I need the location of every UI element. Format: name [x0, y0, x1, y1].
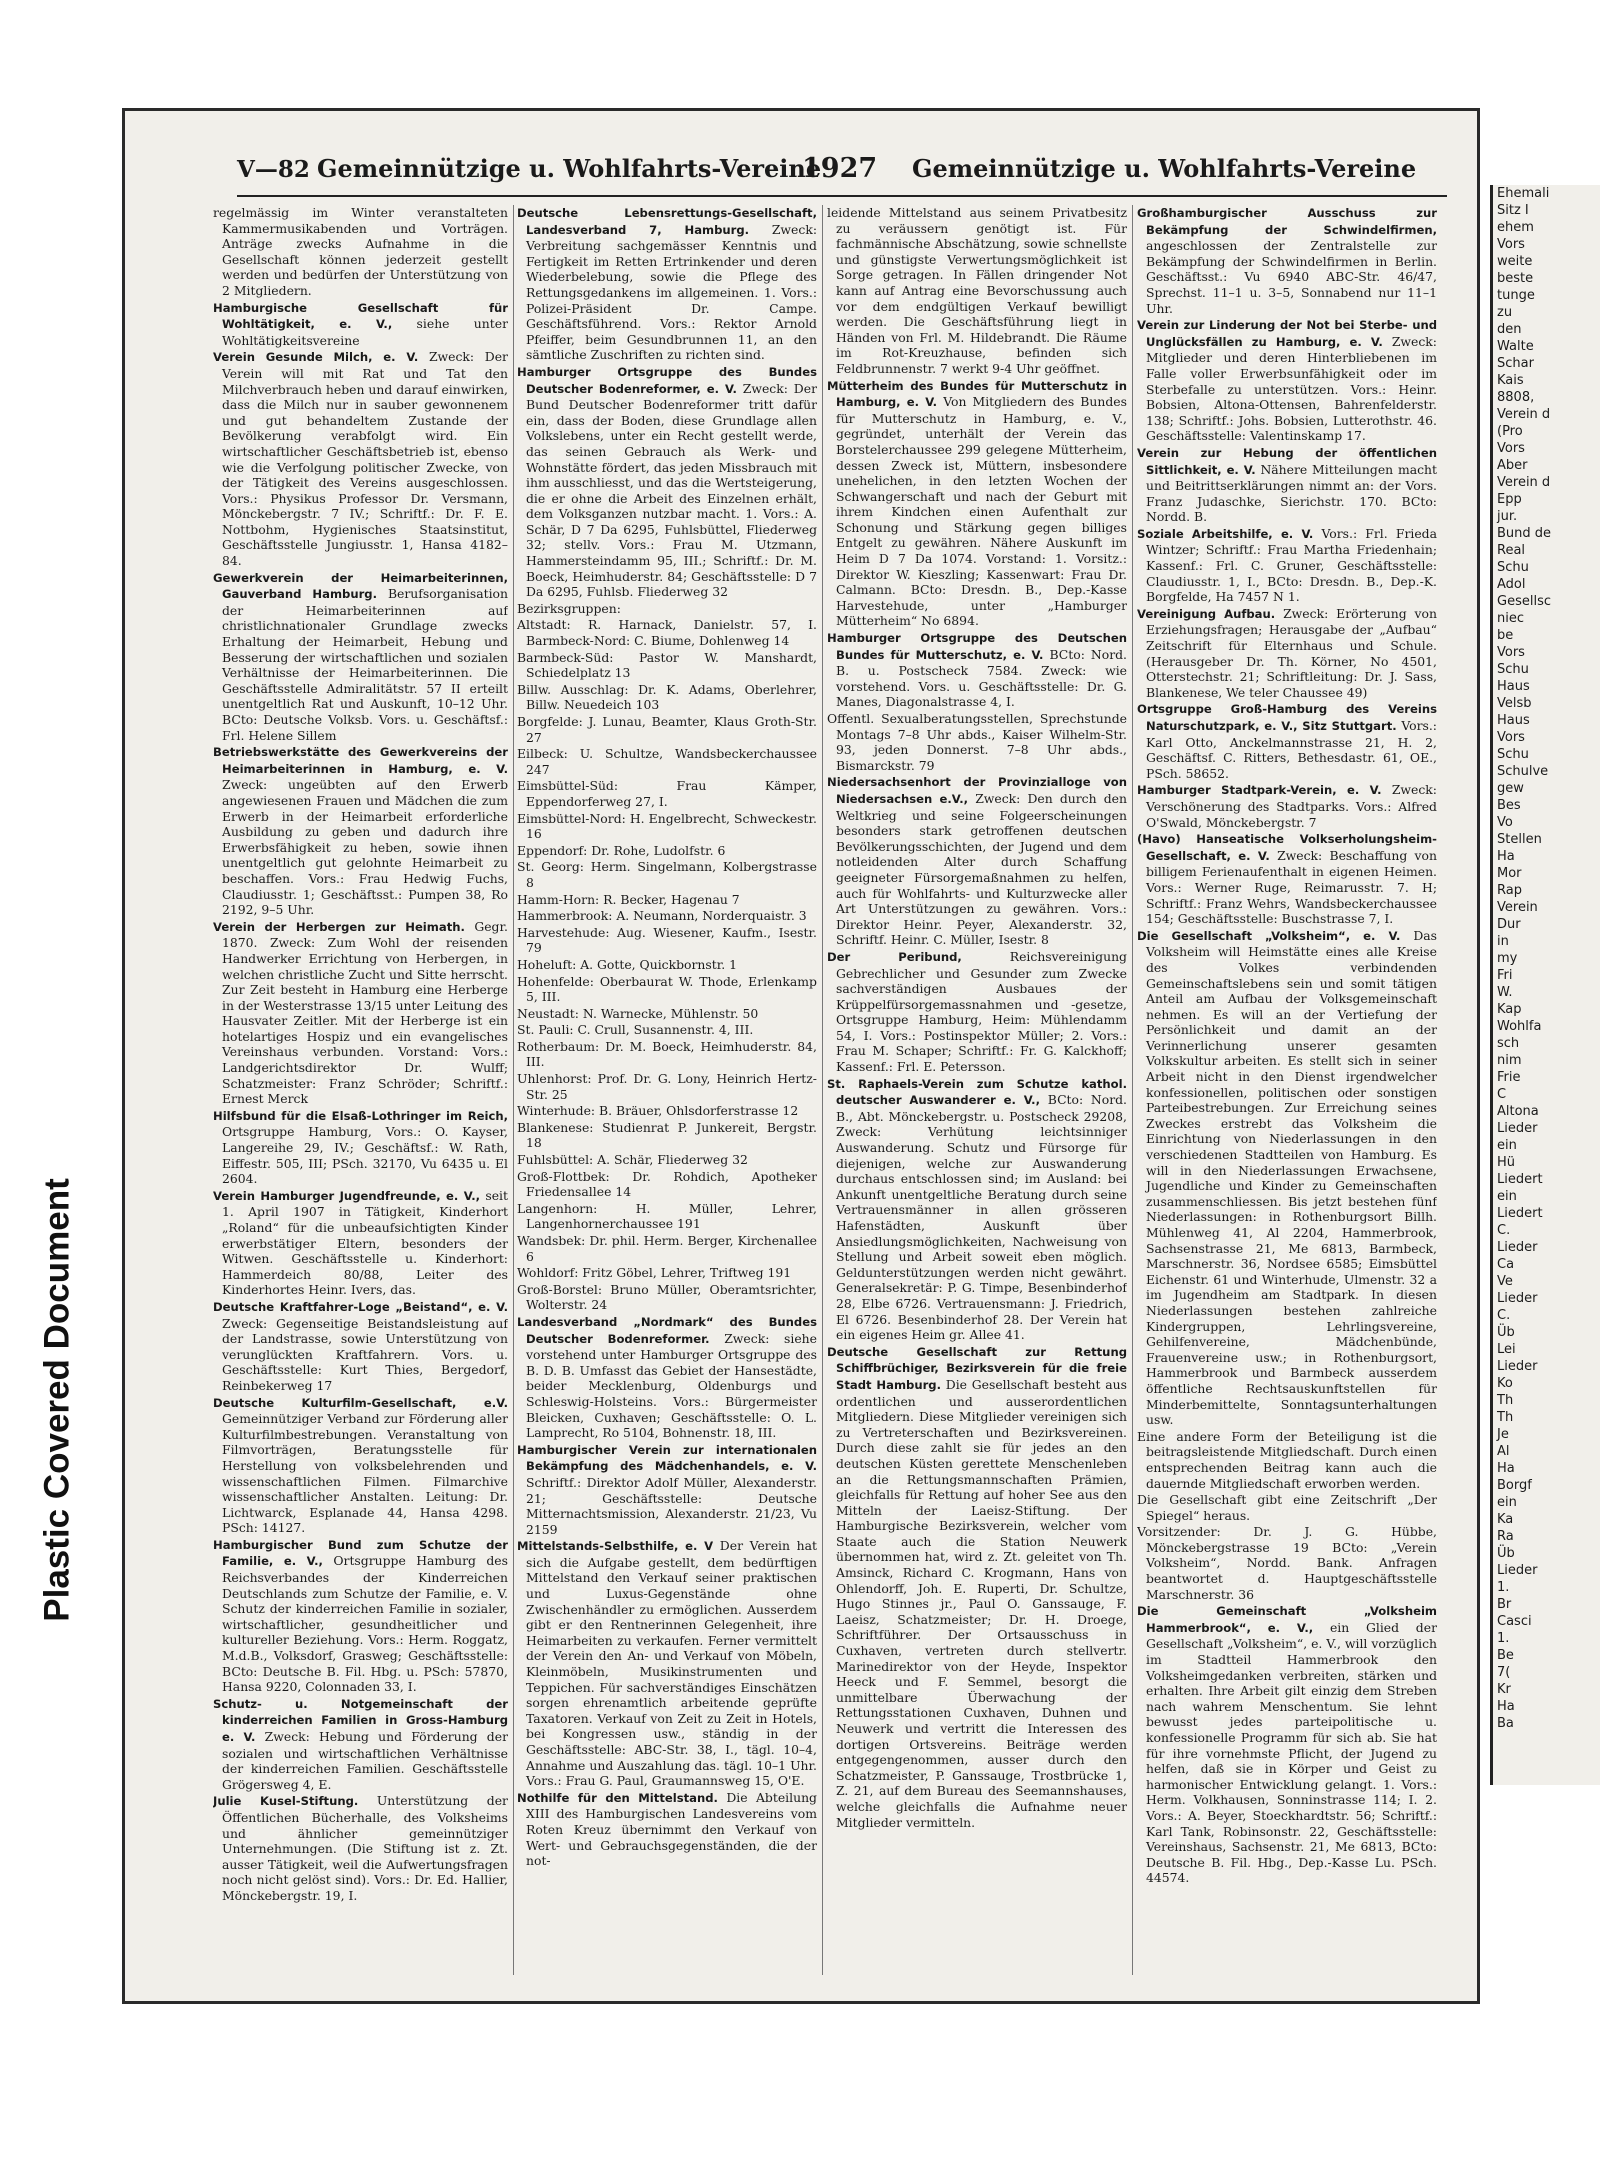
- entry-title: Nothilfe für den Mittelstand.: [517, 1790, 718, 1805]
- edge-fragment: Lieder: [1497, 1291, 1538, 1306]
- directory-entry: [1137, 205, 1437, 316]
- entry-title: Mittelstands-Selbsthilfe, e. V: [517, 1539, 714, 1554]
- edge-fragment: Vors: [1497, 441, 1525, 456]
- edge-fragment: Lieder: [1497, 1240, 1538, 1255]
- directory-entry: [517, 1282, 817, 1313]
- entry-title: Verein zur Linderung der Not bei Sterbe- und Unglücksfällen zu Hamburg, e. V.: [1137, 318, 1437, 349]
- entry-text: Zweck: Hebung und Förderung der sozialen und wirtschaftlichen Verhältnisse der kinderreichen Familien. Geschäftsstelle Grögersweg 4, E.: [222, 1729, 508, 1792]
- directory-entry: [517, 1169, 817, 1200]
- entry-text: Die Gesellschaft besteht aus ordentlichen und ausserordentlichen Mitgliedern. Diese Mitglieder vereinigen sich zu Vertreterschaften und Bezirksvereinen. Durch diese zahlt sie für jedes an den deutschen Küsten gerettete Menschenleben an die Rettungsmannschaften Prämien, gleichfalls für Rettung auf hoher See aus den Mitteln der Laeisz-Stiftung. Der Hamburgische Bezirksverein, welcher vom Staate auch die Station Neuwerk übernommen hat, wird z. Zt. geleitet von Th. Amsinck, Richard C. Krogmann, Hans von Ohlendorff, Joh. E. Ruperti, Dr. Schultze, Hugo Stinnes jr., Paul O. Ganssauge, F. Laeisz, Schatzmeister; Dr. H. Droege, Schriftführer. Der Ortsausschuss in Cuxhaven, vertreten durch stellvertr. Marinedirektor von der Heyde, Inspektor Heeck und F. Semmel, besorgt die unmittelbare Überwachung der Rettungsstationen Cuxhaven, Duhnen und Neuwerk und vertritt die Interessen des dortigen Ortsvereins. Beiträge werden entgegengenommen, ausser durch den Schatzmeister, P. Ganssauge, Trostbrücke 1, Z. 21, auf dem Bureau des Seemannshauses, welche gleichfalls die Aufnahme neuer Mitglieder vermitteln.: [836, 1376, 1127, 1830]
- entry-text: Eimsbüttel-Nord: H. Engelbrecht, Schweckestr. 16: [517, 810, 817, 842]
- entry-text: Berufsorganisation der Heimarbeiterinnen auf christlichnationaler Grundlage zwecks Erhaltung der Heimarbeit, Hebung und Besserung der wirtschaftlichen und sozialen Verhältnisse der Heimarbeiterinnen. Die Geschäftsstelle Admiralitätstr. 57 II erteilt unentgeltlich Rat und Auskunft, 10–12 Uhr. BCto: Deutsche Volksb. Vors. u. Geschäftsf.: Frl. Helene Sillem: [222, 586, 508, 743]
- edge-fragment: Lieder: [1497, 1121, 1538, 1136]
- edge-fragment: Sitz I: [1497, 203, 1529, 218]
- edge-fragment: be: [1497, 628, 1514, 643]
- entry-text: Die Abteilung XIII des Hamburgischen Landesvereins vom Roten Kreuz übernimmt den Verkauf von Wert- und Gebrauchsgegenständen, die der not-: [526, 1789, 817, 1869]
- directory-entry: [213, 744, 508, 918]
- entry-text: Zweck: Der Bund Deutscher Bodenreformer tritt dafür ein, dass der Boden, diese Grundlage allen Volkslebens, unter ein Recht gestellt werde, das seinen Gebrauch als Werk- und Wohnstätte fördert, das jeden Missbrauch mit ihm ausschliesst, und das die Wertsteigerung, die er ohne die Arbeit des Einzelnen erhält, dem Volksganzen nutzbar macht. 1. Vors.: A. Schär, D 7 Da 6295, Fuhlsbüttel, Fliederweg 32; stellv. Vors.: Frau M. Utzmann, Hammersteindamm 95, III.; Schriftf.: Dr. M. Boeck, Heimhuderstr. 84; Geschäftsstelle: D 7 Da 6295, Fuhlsb. Fliederweg 32: [526, 380, 817, 600]
- edge-fragment: gew: [1497, 781, 1524, 796]
- directory-entry: [213, 1696, 508, 1793]
- entry-text: Barmbeck-Süd: Pastor W. Manshardt, Schiedelplatz 13: [517, 649, 817, 681]
- edge-fragment: Altona: [1497, 1104, 1539, 1119]
- directory-entry: [517, 1233, 817, 1264]
- header-rule: [237, 195, 1447, 197]
- directory-entry: [1137, 782, 1437, 830]
- directory-entry: [517, 1538, 817, 1789]
- entry-text: Ortsgruppe Hamburg des Reichsverbandes der Kinderreichen Deutschlands zum Schutze der Familie, e. V. Schutz der kinderreichen Familie in sozialer, wirtschaftlicher, gesundheitlicher und kultureller Beziehung. Vors.: Herm. Roggatz, M.d.B., Volksdorf, Grasweg; Geschäftsstelle: BCto: Deutsche B. Fil. Hbg. u. PSch: 57870, Hansa 9220, Colonnaden 33, I.: [222, 1553, 508, 1695]
- directory-entry: [517, 1022, 817, 1038]
- entry-text: Unterstützung der Öffentlichen Bücherhalle, des Volksheims und ähnlicher gemeinnütziger Unternehmungen. (Die Stiftung ist z. Zt. ausser Tätigkeit, weil die Aufwertungsfragen noch nicht gelöst sind). Vors.: Dr. Ed. Hallier, Mönckebergstr. 19, I.: [222, 1793, 508, 1903]
- edge-fragment: C: [1497, 1087, 1507, 1102]
- edge-fragment: zu: [1497, 305, 1513, 320]
- entry-text: Hoheluft: A. Gotte, Quickbornstr. 1: [517, 956, 738, 972]
- edge-fragment: Vo: [1497, 815, 1513, 830]
- edge-fragment: Dur: [1497, 917, 1521, 932]
- edge-fragment: ein: [1497, 1138, 1517, 1153]
- edge-fragment: Schar: [1497, 356, 1534, 371]
- edge-fragment: Ka: [1497, 1512, 1514, 1527]
- entry-title: Hilfsbund für die Elsaß-Lothringer im Reich,: [213, 1108, 508, 1123]
- edge-fragment: Kais: [1497, 373, 1524, 388]
- directory-entry: [827, 1076, 1127, 1343]
- edge-fragment: Vors: [1497, 645, 1525, 660]
- edge-fragment: Üb: [1497, 1325, 1515, 1340]
- page-header: [237, 153, 1447, 193]
- edge-fragment: Verein: [1497, 900, 1538, 915]
- entry-text: St. Georg: Herm. Singelmann, Kolbergstrasse 8: [517, 859, 817, 890]
- directory-entry: [517, 843, 817, 859]
- directory-entry: [517, 601, 817, 617]
- directory-entry: [517, 617, 817, 648]
- edge-fragment: Ra: [1497, 1529, 1514, 1544]
- entry-title: Vereinigung Aufbau.: [1137, 606, 1276, 621]
- directory-entry: [517, 364, 817, 600]
- text-column-4: [1137, 205, 1437, 1975]
- directory-entry: [213, 300, 508, 349]
- entry-text: Eine andere Form der Beteiligung ist die beitragsleistende Mitgliedschaft. Durch einen entsprechenden Beitrag kann auch die dauernde Mitgliedschaft erworben werden.: [1137, 1428, 1437, 1491]
- entry-text: seit 1. April 1907 in Tätigkeit, Kinderhort „Roland“ für die unbeaufsichtigten Kinder erwerbstätiger Eltern, besonders der Witwen. Geschäftsstelle u. Kinderhort: Hammerdeich 80/88, Leiter des Kinderhortes Heinr. Ivers, das.: [222, 1187, 508, 1298]
- entry-title: Ortsgruppe Groß-Hamburg des Vereins Naturschutzpark, e. V., Sitz Stuttgart.: [1137, 702, 1437, 733]
- entry-text: Rotherbaum: Dr. M. Boeck, Heimhuderstr. 84, III.: [517, 1038, 817, 1070]
- edge-fragment: Be: [1497, 1648, 1514, 1663]
- entry-text: Blankenese: Studienrat P. Junkereit, Bergstr. 18: [517, 1119, 817, 1151]
- edge-fragment: tunge: [1497, 288, 1535, 303]
- entry-title: Verein zur Hebung der öffentlichen Sittlichkeit, e. V.: [1137, 445, 1437, 477]
- edge-fragment: Adol: [1497, 577, 1526, 592]
- directory-entry: [827, 630, 1127, 710]
- directory-entry: [517, 811, 817, 842]
- entry-title: Hamburgischer Bund zum Schutze der Familie, e. V.,: [213, 1537, 508, 1569]
- directory-entry: [213, 919, 508, 1107]
- edge-fragment: Th: [1497, 1410, 1514, 1425]
- edge-fragment: Walte: [1497, 339, 1534, 354]
- column-divider: [1132, 205, 1133, 1975]
- edge-fragment: 8808,: [1497, 390, 1535, 405]
- directory-entry: [213, 205, 508, 299]
- entry-text: Harvestehude: Aug. Wiesener, Kaufm., Isestr. 79: [517, 924, 817, 956]
- entry-text: Gemeinnütziger Verband zur Förderung aller Kulturfilmbestrebungen. Veranstaltung von Filmvorträgen, Beratungsstelle für Herstellung von volksbelehrenden und wissenschaftlichen Filmen. Filmarchive wissenschaftlicher Anstalten. Leitung: Dr. Lichtwarck, Esplanade 44, Hansa 4298. PSch: 14127.: [222, 1411, 508, 1536]
- entry-text: regelmässig im Winter veranstalteten Kammermusikabenden und Vorträgen. Anträge zwecks Aufnahme in die Gesellschaft können jederzeit gestellt werden und bedürfen der Unterstützung von 2 Mitgliedern.: [213, 205, 508, 298]
- text-column-1: [213, 205, 508, 1975]
- entry-text: Schriftf.: Direktor Adolf Müller, Alexanderstr. 21; Geschäftsstelle: Deutsche Mitternachtsmission, Alexanderstr. 21/23, Vu 2159: [526, 1474, 817, 1537]
- directory-entry: [213, 1537, 508, 1695]
- entry-text: Winterhude: B. Bräuer, Ohlsdorferstrasse 12: [517, 1103, 799, 1119]
- entry-title: Hamburger Ortsgruppe des Bundes Deutscher Bodenreformer, e. V.: [517, 364, 817, 396]
- directory-entry: [1137, 606, 1437, 701]
- entry-text: Zweck: siehe vorstehend unter Hamburger Ortsgruppe des B. D. B. Umfasst das Gebiet der Hansestädte, beider Mecklenburg, Oldenburgs und Schleswig-Holsteins. Vors.: Bürgermeister Bleicken, Cuxhaven; Geschäftsstelle: O. L. Lamprecht, Ro 5104, Bohnenstr. 18, III.: [526, 1330, 817, 1441]
- entry-title: Gewerkverein der Heimarbeiterinnen, Gauverband Hamburg.: [213, 570, 508, 602]
- entry-text: Eppendorf: Dr. Rohe, Ludolfstr. 6: [517, 842, 726, 858]
- edge-fragment: ein: [1497, 1189, 1517, 1204]
- entry-text: BCto: Nord. B. u. Postscheck 7584. Zweck: wie vorstehend. Vors. u. Geschäftsstelle: Dr. G. Manes, Diagonalstrasse 4, I.: [836, 646, 1127, 710]
- entry-title: Hamburgische Gesellschaft für Wohltätigkeit, e. V.,: [213, 300, 508, 332]
- edge-fragment: Epp: [1497, 492, 1522, 507]
- entry-text: Eilbeck: U. Schultze, Wandsbeckerchaussee 247: [517, 746, 817, 777]
- directory-entry: [517, 1201, 817, 1232]
- entry-title: Hamburger Stadtpark-Verein, e. V.: [1137, 783, 1382, 798]
- entry-title: Die Gemeinschaft „Volksheim Hammerbrook“, e. V.,: [1137, 1604, 1437, 1635]
- edge-fragment: Verein d: [1497, 475, 1551, 490]
- entry-text: Wohldorf: Fritz Göbel, Lehrer, Triftweg 191: [517, 1265, 792, 1281]
- entry-text: Die Gesellschaft gibt eine Zeitschrift „Der Spiegel“ heraus.: [1137, 1492, 1437, 1523]
- edge-fragment: 7(: [1497, 1665, 1511, 1680]
- entry-title: Großhamburgischer Ausschuss zur Bekämpfung der Schwindelfirmen,: [1137, 206, 1437, 237]
- entry-text: Zweck: Erörterung von Erziehungsfragen; Herausgabe der „Aufbau“ Zeitschrift für Elternhaus und Schule. (Herausgeber Dr. Th. Körner, No 4501, Otterstechstr. 21; Schriftleitung: Dr. J. Sass, Blankenese, We teler Chaussee 49): [1146, 605, 1437, 700]
- directory-entry: [517, 714, 817, 745]
- directory-entry: [827, 949, 1127, 1075]
- entry-text: Reichsvereinigung Gebrechlicher und Gesunder zum Zwecke sachverständigen Ausbaues der Krüppelfürsorgemassnahmen und -gesetze, Ortsgruppe Hamburg, Heim: Mühlendamm 54, I. Vors.: Postinspektor Müller; 2. Vors.: Frau M. Schaper; Schriftf.: Fr. G. Kalckhoff; Kassenf.: Frl. E. Petersson.: [836, 948, 1127, 1075]
- entry-text: Vorsitzender: Dr. J. G. Hübbe, Mönckebergstrasse 19 BCto: „Verein Volksheim“, Nordd. Bank. Anfragen beantwortet d. Hauptgeschäftsstelle Marschnerstr. 36: [1137, 1524, 1437, 1602]
- edge-fragment: C.: [1497, 1308, 1511, 1323]
- directory-entry: [1137, 317, 1437, 444]
- entry-text: Zweck: ungeübten auf den Erwerb angewiesenen Frauen und Mädchen die zum Erwerb in der Heimarbeit erforderliche Ausbildung zu geben und dadurch ihre Erwerbsfähigkeit zu heben, sowie ihnen unentgeltlich gut gelohnte Heimarbeit zu beschaffen. Vors.: Frau Hedwig Fuchs, Claudiusstr. 1; Geschäftsst.: Pumpen 38, Ro 2192, 9–5 Uhr.: [222, 777, 508, 918]
- entry-text: Groß-Borstel: Bruno Müller, Oberamtsrichter, Wolterstr. 24: [517, 1281, 817, 1313]
- edge-fragment: Hü: [1497, 1155, 1516, 1170]
- directory-entry: [1137, 1524, 1437, 1602]
- entry-text: siehe unter Wohltätigkeitsvereine: [222, 316, 508, 348]
- edge-fragment: (Pro: [1497, 424, 1523, 439]
- edge-fragment: Vors: [1497, 730, 1525, 745]
- edge-fragment: Vors: [1497, 237, 1525, 252]
- directory-entry: [517, 1039, 817, 1070]
- entry-text: Das Volksheim will Heimstätte eines alle Kreise des Volkes verbindenden Gemeinschaftslebens sein und somit tätigen Anteil am Aufbau der Volksgemeinschaft nehmen. Es will an der Vertiefung der Persönlichkeit und damit an der Verinnerlichung unserer gesamten Volkskultur arbeiten. Es stellt sich in seiner Arbeit nicht in den Dienst irgendwelcher konfessionellen, politischen oder sonstigen Parteibestrebungen. Zur Erreichung seines Zweckes erstrebt das Volksheim die Einrichtung von Niederlassungen in den verschiedenen Stadtteilen von Hamburg. Es will in den Niederlassungen Erwachsene, Jugendliche und Kinder zu Gemeinschaften zusammenschliessen. Bis jetzt bestehen fünf Niederlassungen: in Rothenburgsort Billh. Mühlenweg 41, Al 2204, Hammerbrook, Sachsenstrasse 21, Me 6813, Barmbeck, Marschnerstr. 36, Nordsee 6585; Eimsbüttel Eichenstr. 61 und Winterhude, Ulmenstr. 32 a im Jugendheim am Stadtpark. In diesen Niederlassungen bestehen zahlreiche Kindergruppen, Lehrlingsvereine, Gehilfenvereine, Mädchenbünde, Frauenvereine usw.; in Rothenburgsort, Hammerbrook und Barmbeck ausserdem öffentliche Rechtsauskunftstellen für Minderbemittelte, Sonntagsunterhaltungen usw.: [1146, 927, 1437, 1428]
- edge-fragment: Real: [1497, 543, 1526, 558]
- edge-fragment: Ha: [1497, 1699, 1515, 1714]
- entry-title: Betriebswerkstätte des Gewerkvereins der Heimarbeiterinnen in Hamburg, e. V.: [213, 745, 508, 776]
- edge-fragment: Rap: [1497, 883, 1522, 898]
- edge-fragment: Casci: [1497, 1614, 1532, 1629]
- edge-fragment: Wohlfa: [1497, 1019, 1542, 1034]
- entry-text: Eimsbüttel-Süd: Frau Kämper, Eppendorferweg 27, I.: [517, 778, 817, 809]
- directory-entry: [517, 957, 817, 973]
- entry-text: Uhlenhorst: Prof. Dr. G. Lony, Heinrich Hertz-Str. 25: [517, 1071, 817, 1102]
- entry-text: Vors.: Frl. Frieda Wintzer; Schriftf.: Frau Martha Friedenhain; Kassenf.: Frl. C. Gruner, Geschäftsstelle: Claudiusstr. 1, I., BCto: Dresdn. B., Dep.-K. Borgfelde, Ha 7457 N 1.: [1146, 525, 1437, 605]
- edge-fragment: Ko: [1497, 1376, 1513, 1391]
- plastic-covered-label: [38, 1120, 78, 1680]
- directory-entry: [827, 1344, 1127, 1830]
- directory-entry: [517, 1314, 817, 1441]
- entry-text: Hohenfelde: Oberbaurat W. Thode, Erlenkamp 5, III.: [517, 973, 817, 1005]
- entry-text: Groß-Flottbek: Dr. Rohdich, Apotheker Friedensallee 14: [517, 1168, 817, 1200]
- entry-text: Zweck: Verbreitung sachgemässer Kenntnis und Fertigkeit im Retten Ertrinkender und deren Wiederbelebung, sowie die Pflege des Rettungsgedankens im allgemeinen. 1. Vors.: Polizei-Präsident Dr. Campe. Geschäftsführend. Vors.: Rektor Arnold Pfeiffer, beim Gesundbrunnen 11, an den sämtliche Zuschriften zu richten sind.: [526, 221, 817, 363]
- entry-text: Zweck: Mitglieder und deren Hinterbliebenen im Falle voller Erwerbsunfähigkeit oder im Sterbefalle zu unterstützen. Vors.: Heinr. Bobsien, Altona-Ottensen, Bahrenfelderstr. 138; Schriftf.: Johs. Bobsien, Lutterothstr. 46. Geschäftsstelle: Valentinskamp 17.: [1146, 333, 1437, 444]
- directory-entry: [517, 892, 817, 908]
- entry-text: Langenhorn: H. Müller, Lehrer, Langenhornerchaussee 191: [517, 1200, 817, 1232]
- entry-text: Zweck: Gegenseitige Beistandsleistung auf der Landstrasse, sowie Unterstützung von verunglückten Kraftfahrern. Vors. u. Geschäftsstelle: Kurt Thies, Bergedorf, Reinbekerweg 17: [222, 1315, 508, 1393]
- edge-fragment: Frie: [1497, 1070, 1521, 1085]
- text-column-2: [517, 205, 817, 1975]
- directory-entry: [517, 1152, 817, 1168]
- entry-title: Verein der Herbergen zur Heimath.: [213, 919, 465, 934]
- directory-entry: [827, 774, 1127, 948]
- edge-fragment: Üb: [1497, 1546, 1515, 1561]
- directory-entry: [827, 205, 1127, 377]
- column-divider: [513, 205, 514, 1975]
- edge-fragment: Gesellsc: [1497, 594, 1551, 609]
- entry-text: Nähere Mitteilungen macht und Beitrittserklärungen nimmt an: der Vors. Franz Judaschke, Sierichstr. 170. BCto: Nordd. B.: [1146, 461, 1437, 525]
- edge-fragment: Velsb: [1497, 696, 1532, 711]
- edge-fragment: nim: [1497, 1053, 1522, 1068]
- edge-fragment: Bund de: [1497, 526, 1552, 541]
- edge-fragment: ehem: [1497, 220, 1534, 235]
- directory-entry: [1137, 928, 1437, 1428]
- edge-fragment: Lei: [1497, 1342, 1516, 1357]
- directory-entry: [517, 908, 817, 924]
- edge-fragment: Schu: [1497, 747, 1529, 762]
- edge-fragment: 1.: [1497, 1631, 1510, 1646]
- edge-fragment: Kr: [1497, 1682, 1511, 1697]
- entry-text: Zweck: Beschaffung von billigem Ferienaufenthalt in eigenen Heimen. Vors.: Werner Ruge, Reimarusstr. 7. H; Schriftf.: Franz Wehrs, Wandsbeckerchaussee 154; Geschäftsstelle: Buschstrasse 7, I.: [1146, 847, 1437, 927]
- entry-title: Hamburger Ortsgruppe des Deutschen Bundes für Mutterschutz, e. V.: [827, 631, 1127, 662]
- directory-entry: [213, 570, 508, 744]
- entry-title: Verein Hamburger Jugendfreunde, e. V.,: [213, 1188, 481, 1203]
- edge-fragment: Schulve: [1497, 764, 1549, 779]
- entry-text: St. Pauli: C. Crull, Susannenstr. 4, III.: [517, 1022, 754, 1038]
- directory-entry: [213, 349, 508, 568]
- entry-text: Zweck: Verschönerung des Stadtparks. Vors.: Alfred O'Swald, Mönckebergstr. 7: [1146, 782, 1437, 830]
- directory-entry: [1137, 1492, 1437, 1523]
- entry-title: Verein Gesunde Milch, e. V.: [213, 350, 419, 365]
- edge-fragment: Mor: [1497, 866, 1522, 881]
- edge-fragment: Stellen: [1497, 832, 1542, 847]
- entry-text: Hammerbrook: A. Neumann, Norderquaistr. 3: [517, 908, 807, 924]
- entry-title: (Havo) Hanseatische Volkserholungsheim-Gesellschaft, e. V.: [1137, 832, 1437, 863]
- text-column-3: [827, 205, 1127, 1975]
- directory-entry: [517, 925, 817, 956]
- directory-entry: [213, 1108, 508, 1187]
- directory-entry: [213, 1299, 508, 1394]
- directory-entry: [517, 205, 817, 363]
- directory-entry: [517, 1442, 817, 1538]
- entry-title: St. Raphaels-Verein zum Schutze kathol. deutscher Auswanderer e. V.,: [827, 1076, 1127, 1108]
- entry-text: ein Glied der Gesellschaft „Volksheim“, e. V., will vorzüglich im Stadtteil Hammerbrook den Volksheimgedanken verbreiten, stärken und erhalten. Ihre Arbeit gilt einzig dem Streben nach wahrem Menschentum. Sie lehnt bewusst jedes parteipolitische u. konfessionelle Programm für sich ab. Sie hat für ihre vornehmste Pflicht, der Jugend zu helfen, daß sie in Körper und Geist zu harmonischer Entwicklung gelangt. 1. Vors.: Herm. Volkhausen, Sonninstrasse 114; I. 2. Vors.: A. Beyer, Stoeckhardtstr. 56; Schriftf.: Karl Tank, Robinsonstr. 22, Geschäftsstelle: Vereinshaus, Sachsenstr. 21, Me 6813, BCto: Deutsche B. Fil. Hbg., Dep.-Kasse Lu. PSch. 44574.: [1146, 1619, 1437, 1886]
- directory-entry: [517, 859, 817, 890]
- edge-fragment: Fri: [1497, 968, 1513, 983]
- directory-entry: [1137, 526, 1437, 605]
- edge-fragment: ein: [1497, 1495, 1517, 1510]
- header-year: 1927: [802, 153, 878, 184]
- entry-title: Der Peribund,: [827, 949, 962, 964]
- entry-title: Julie Kusel-Stiftung.: [213, 1794, 359, 1809]
- entry-title: Soziale Arbeitshilfe, e. V.: [1137, 526, 1314, 541]
- edge-fragment: beste: [1497, 271, 1534, 286]
- entry-title: Landesverband „Nordmark“ des Bundes Deutscher Bodenreformer.: [517, 1314, 817, 1346]
- edge-fragment: Ba: [1497, 1716, 1514, 1731]
- directory-entry: [517, 650, 817, 681]
- entry-title: Deutsche Lebensrettungs-Gesellschaft, Landesverband 7, Hamburg.: [517, 206, 817, 237]
- edge-fragment: Borgf: [1497, 1478, 1532, 1493]
- edge-fragment: Verein d: [1497, 407, 1551, 422]
- edge-fragment: weite: [1497, 254, 1533, 269]
- entry-title: Schutz- u. Notgemeinschaft der kinderreichen Familien in Gross-Hamburg e. V.: [213, 1696, 508, 1744]
- directory-entry: [1137, 1603, 1437, 1886]
- edge-fragment: Ha: [1497, 1461, 1515, 1476]
- page-number: V—82: [237, 156, 310, 183]
- edge-fragment: Lieder: [1497, 1563, 1538, 1578]
- entry-text: Neustadt: N. Warnecke, Mühlenstr. 50: [517, 1005, 759, 1021]
- directory-entry: [517, 1265, 817, 1281]
- directory-entry: [1137, 701, 1437, 781]
- edge-fragment: Bes: [1497, 798, 1521, 813]
- entry-text: Wandsbek: Dr. phil. Herm. Berger, Kirchenallee 6: [517, 1233, 817, 1264]
- edge-fragment: W.: [1497, 985, 1513, 1000]
- entry-text: BCto: Nord. B., Abt. Mönckebergstr. u. Postscheck 29208, Zweck: Verhütung leichtsinniger Auswanderung. Schutz und Fürsorge für diejenigen, welche zur Auswanderung durchaus entschlossen sind; im Ausland: bei Ankunft unentgeltliche Beratung durch seine Vertrauensmänner in allen grösseren Hafenstädten, Auskunft über Ansiedlungsmöglichkeiten, Nachweisung von Stellung und Arbeit soweit eben möglich. Geldunterstützungen werden nicht gewährt. Generalsekretär: P. G. Timpe, Besenbinderhof 28, Elbe 6726. Vertrauensmann: J. Friedrich, El 6726. Besenbinderhof 28. Der Verein hat ein eigenes Heim gr. Allee 41.: [836, 1092, 1127, 1343]
- next-page-edge: [1490, 185, 1600, 1785]
- entry-text: Hamm-Horn: R. Becker, Hagenau 7: [517, 891, 740, 907]
- entry-title: Deutsche Gesellschaft zur Rettung Schiffbrüchiger, Bezirksverein für die freie Stadt Hamburg.: [827, 1344, 1127, 1392]
- directory-entry: [213, 1395, 508, 1536]
- entry-title: Deutsche Kulturfilm-Gesellschaft, e.V.: [213, 1395, 508, 1410]
- edge-fragment: Aber: [1497, 458, 1528, 473]
- entry-title: Deutsche Kraftfahrer-Loge „Beistand“, e. V.: [213, 1299, 508, 1314]
- entry-text: leidende Mittelstand aus seinem Privatbesitz zu veräussern genötigt ist. Für fachmännische Abschätzung, sowie schnellste und günstigste Verwertungsmöglichkeit ist Sorge getragen. In Fällen dringender Not kann auf Antrag eine Bevorschussung auch vor dem endgültigen Verkauf bewilligt werden. Die Geschäftsführung liegt in Händen von Frl. M. Hildebrandt. Die Räume im Rot-Kreuzhause, befinden sich Feldbrunnenstr. 7 werkt 9-4 Uhr geöffnet.: [827, 205, 1127, 376]
- entry-text: Borgfelde: J. Lunau, Beamter, Klaus Groth-Str. 27: [517, 714, 817, 745]
- entry-title: Niedersachsenhort der Provinzialloge von Niedersachsen e.V.,: [827, 775, 1127, 806]
- edge-fragment: C.: [1497, 1223, 1511, 1238]
- entry-text: Von Mitgliedern des Bundes für Mutterschutz in Hamburg, e. V., gegründet, unterhält der Verein das Borstelerchaussee 299 gelegene Mütterheim, dessen Zweck ist, Müttern, insbesondere unehelichen, in den letzten Wochen der Schwangerschaft und nach der Geburt mit ihrem Kindchen einen Aufenthalt zur Schonung und Stärkung gegen billiges Entgelt zu gewähren. Nähere Auskunft im Heim D 7 Da 1074. Vorstand: 1. Vorsitz.: Direktor W. Kieszling; Kassenwart: Frau Dr. Calmann. BCto: Dresdn. B., Dep.-Kasse Harvestehude, unter „Hamburger Mütterheim“ No 6894.: [836, 394, 1127, 629]
- directory-entry: [827, 711, 1127, 773]
- directory-entry: [1137, 445, 1437, 525]
- edge-fragment: niec: [1497, 611, 1524, 626]
- edge-fragment: Br: [1497, 1597, 1512, 1612]
- header-title-right: Gemeinnützige u. Wohlfahrts-Vereine: [912, 154, 1417, 183]
- directory-entry: [517, 1006, 817, 1022]
- directory-entry: [1137, 1429, 1437, 1491]
- entry-text: Gegr. 1870. Zweck: Zum Wohl der reisenden Handwerker Errichtung von Herbergen, in welchen christliche Zucht und Sitte herrscht. Zur Zeit besteht in Hamburg eine Herberge in der Westerstrasse 13/15 unter Leitung des Hausvater Zeitler. Mit der Herberge ist ein hotelartiges Hospiz und ein evangelisches Vereinshaus verbunden. Vorstand: Vors.: Landgerichtsdirektor Dr. Wulff; Schatzmeister: Franz Schröder; Schriftf.: Ernest Merck: [222, 918, 508, 1107]
- edge-fragment: jur.: [1497, 509, 1518, 524]
- edge-fragment: Ca: [1497, 1257, 1515, 1272]
- edge-fragment: den: [1497, 322, 1522, 337]
- directory-entry: [517, 778, 817, 809]
- edge-fragment: Haus: [1497, 679, 1530, 694]
- entry-text: angeschlossen der Zentralstelle zur Bekämpfung der Schwindelfirmen in Berlin. Geschäftsst.: Vu 6940 ABC-Str. 46/47, Sprechst. 11–1 u. 3–5, Sonnabend nur 11–1 Uhr.: [1146, 238, 1437, 316]
- edge-fragment: Al: [1497, 1444, 1510, 1459]
- directory-entry: [517, 682, 817, 713]
- entry-title: Die Gesellschaft „Volksheim“, e. V.: [1137, 928, 1401, 943]
- edge-fragment: Liedert: [1497, 1172, 1543, 1187]
- directory-entry: [1137, 831, 1437, 927]
- edge-fragment: Liedert: [1497, 1206, 1543, 1221]
- edge-fragment: Lieder: [1497, 1359, 1538, 1374]
- entry-text: Vors.: Karl Otto, Anckelmannstrasse 21, H. 2, Geschäftsf. C. Ritters, Bethesdastr. 61, OE., PSch. 58652.: [1146, 718, 1437, 781]
- directory-entry: [517, 1790, 817, 1869]
- entry-text: Der Verein hat sich die Aufgabe gestellt, dem bedürftigen Mittelstand den Verkauf seiner praktischen und Luxus-Gegenstände ohne Zwischenhändler zu ermöglichen. Ausserdem gibt er den Rentnerinnen Gelegenheit, ihre Heimarbeiten zu verkaufen. Ferner vermittelt der Verein den An- und Verkauf von Möbeln, Kleinmöbeln, Musikinstrumenten und Teppichen. Für sachverständiges Einschätzen sorgen ehrenamtlich arbeitende geprüfte Taxatoren. Verkauf von Zeit zu Zeit in Hotels, bei Kongressen usw., ständig in der Geschäftsstelle: ABC-Str. 38, I., tägl. 10–4, Annahme und Auszahlung das. tägl. 10–1 Uhr. Vors.: Frau G. Paul, Graumannsweg 15, O'E.: [526, 1538, 817, 1789]
- edge-fragment: Kap: [1497, 1002, 1522, 1017]
- edge-fragment: Je: [1497, 1427, 1509, 1442]
- entry-text: Billw. Ausschlag: Dr. K. Adams, Oberlehrer, Billw. Neuedeich 103: [517, 681, 817, 713]
- entry-title: Hamburgischer Verein zur internationalen Bekämpfung des Mädchenhandels, e. V.: [517, 1442, 817, 1474]
- entry-text: Altstadt: R. Harnack, Danielstr. 57, I. Barmbeck-Nord: C. Biume, Dohlenweg 14: [517, 617, 817, 649]
- header-title-left: Gemeinnützige u. Wohlfahrts-Vereine: [317, 154, 822, 183]
- edge-fragment: Schu: [1497, 560, 1529, 575]
- edge-fragment: Haus: [1497, 713, 1530, 728]
- entry-text: Fuhlsbüttel: A. Schär, Fliederweg 32: [517, 1152, 748, 1168]
- directory-entry: [517, 1103, 817, 1119]
- edge-fragment: Ha: [1497, 849, 1515, 864]
- entry-text: Zweck: Der Verein will mit Rat und Tat den Milchverbrauch heben und darauf einwirken, dass die Milch nur in sauber gewonnenem und gut behandeltem Zustande der Bevölkerung verabfolgt wird. Ein wirtschaftlicher Geschäftsbetrieb ist, ebenso wie die Verfolgung politischer Zwecke, von der Tätigkeit des Vereins ausgeschlossen. Vors.: Physikus Professor Dr. Versmann, Mönckebergstr. 7 IV.; Schriftf.: Dr. F. E. Nottbohm, Hygienisches Staatsinstitut, Geschäftsstelle Jungiusstr. 1, Hansa 4182–84.: [222, 349, 508, 569]
- edge-fragment: Th: [1497, 1393, 1514, 1408]
- edge-fragment: sch: [1497, 1036, 1520, 1051]
- entry-text: Bezirksgruppen:: [517, 600, 621, 616]
- edge-fragment: 1.: [1497, 1580, 1510, 1595]
- edge-fragment: Ehemali: [1497, 186, 1550, 201]
- column-divider: [822, 205, 823, 1975]
- entry-text: Offentl. Sexualberatungsstellen, Sprechstunde Montags 7–8 Uhr abds., Kaiser Wilhelm-Str. 93, jeden Donnerst. 7–8 Uhr abds., Bismarckstr. 79: [827, 711, 1127, 773]
- directory-entry: [517, 1120, 817, 1151]
- entry-text: Zweck: Den durch den Weltkrieg und seine Folgeerscheinungen besonders stark getroffenen deutschen Bevölkerungsschichten, der Jugend und dem notleidenden Alter durch Schaffung geeigneter Fürsorgemaßnahmen zu helfen, auch für Wohlfahrts- und Kulturzwecke aller Art Unterstützungen zu gewähren. Vors.: Direktor Heinr. Peyer, Alexanderstr. 32, Schriftf. Heinr. C. Müller, Isestr. 8: [836, 790, 1127, 948]
- directory-entry: [517, 974, 817, 1005]
- edge-fragment: Ve: [1497, 1274, 1513, 1289]
- edge-fragment: in: [1497, 934, 1509, 949]
- directory-entry: [517, 1071, 817, 1102]
- entry-text: Ortsgruppe Hamburg, Vors.: O. Kayser, Langereihe 29, IV.; Geschäftsf.: W. Rath, Eiffestr. 505, III; PSch. 32170, Vu 6435 u. El 2604.: [222, 1124, 508, 1187]
- directory-entry: [517, 746, 817, 777]
- directory-entry: [213, 1188, 508, 1298]
- entry-title: Mütterheim des Bundes für Mutterschutz in Hamburg, e. V.: [827, 378, 1127, 410]
- directory-entry: [213, 1793, 508, 1903]
- plastic-covered-text: Plastic Covered Document: [38, 1178, 77, 1622]
- document-page: [122, 108, 1480, 2004]
- edge-fragment: my: [1497, 951, 1518, 966]
- directory-entry: [827, 378, 1127, 630]
- edge-fragment: Schu: [1497, 662, 1529, 677]
